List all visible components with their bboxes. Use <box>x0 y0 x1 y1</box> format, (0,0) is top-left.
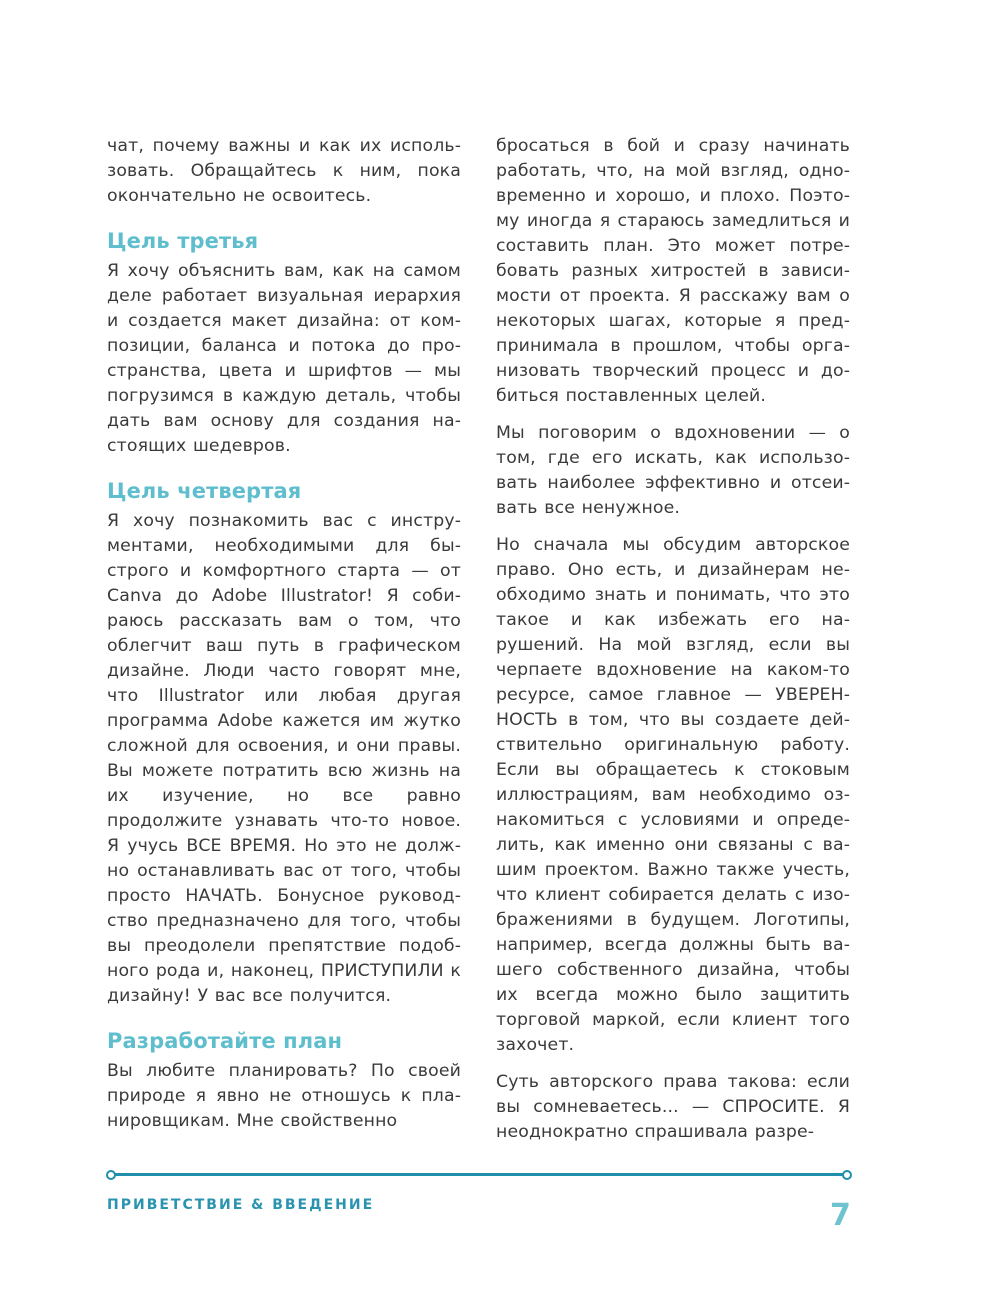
right-column <box>496 134 850 1145</box>
paragraph: чат, почему важны и как их использовать. Обращайтесь к ним, пока окончательно не освоитесь. <box>107 136 461 206</box>
divider-end-circle-icon <box>842 1170 852 1180</box>
footer-divider <box>108 1170 850 1178</box>
heading-goal-three: Цель третья <box>107 229 259 253</box>
paragraph: Но сначала мы обсудим авторское право. Оно есть, и дизайнерам необходимо знать и понимать, что это такое и как избежать его нарушений. На мой взгляд, если вы черпаете вдохновение на каком-то ресурсе, самое главное — УВЕРЕННОСТЬ в том, что вы создаете действительно оригинальную работу. Если вы обращаетесь к стоковым иллюстрациям, вам необходимо ознакомиться с условиями и определить, как именно они связаны с вашим проектом. Важно также учесть, что клиент собирается делать с изображениями в будущем. Логотипы, например, всегда должны быть вашего собственного дизайна, чтобы их всегда можно было защитить торговой маркой, если клиент того захочет. <box>496 535 850 1055</box>
paragraph: Я хочу объяснить вам, как на самом деле работает визуальная иерархия и создается макет дизайна: от композиции, баланса и потока до пространства, цвета и шрифтов — мы погрузимся в каждую деталь, чтобы дать вам основу для создания настоящих шедевров. <box>107 261 461 456</box>
page-number: 7 <box>830 1198 851 1233</box>
paragraph: Я хочу познакомить вас с инструментами, необходимыми для быстрого и комфортного старта — от Canva до Adobe Illustrator! Я собираюсь рассказать вам о том, что облегчит ваш путь в графическом дизайне. Люди часто говорят мне, что Illustrator или любая другая программа Adobe кажется им жутко сложной для освоения, и они правы. Вы можете потратить всю жизнь на их изучение, но все равно продолжите узнавать что-то новое. Я учусь ВСЕ ВРЕМЯ. Но это не должно останавливать вас от того, чтобы просто НАЧАТЬ. Бонусное руководство предназначено для того, чтобы вы преодолели препятствие подобного рода и, наконец, ПРИСТУПИЛИ к дизайну! У вас все получится. <box>107 511 461 1006</box>
left-column <box>107 134 461 1134</box>
footer-section-title: ПРИВЕТСТВИЕ & ВВЕДЕНИЕ <box>107 1197 375 1213</box>
heading-make-plan: Разработайте план <box>107 1029 343 1053</box>
paragraph: бросаться в бой и сразу начинать работать, что, на мой взгляд, одновременно и хорошо, и плохо. Поэтому иногда я стараюсь замедлиться и составить план. Это может потребовать разных хитростей в зависимости от проекта. Я расскажу вам о некоторых шагах, которые я предпринимала в прошлом, чтобы организовать творческий процесс и добиться поставленных целей. <box>496 136 850 406</box>
heading-goal-four: Цель четвертая <box>107 479 302 503</box>
divider-end-circle-icon <box>106 1170 116 1180</box>
paragraph: Мы поговорим о вдохновении — о том, где его искать, как использовать наиболее эффективно и отсеивать все ненужное. <box>496 423 850 518</box>
paragraph: Вы любите планировать? По своей природе я явно не отношусь к планировщикам. Мне свойственно <box>107 1061 461 1131</box>
paragraph: Суть авторского права такова: если вы сомневаетесь... — СПРОСИТЕ. Я неоднократно спрашивала разре- <box>496 1072 850 1142</box>
divider-line <box>114 1173 844 1176</box>
